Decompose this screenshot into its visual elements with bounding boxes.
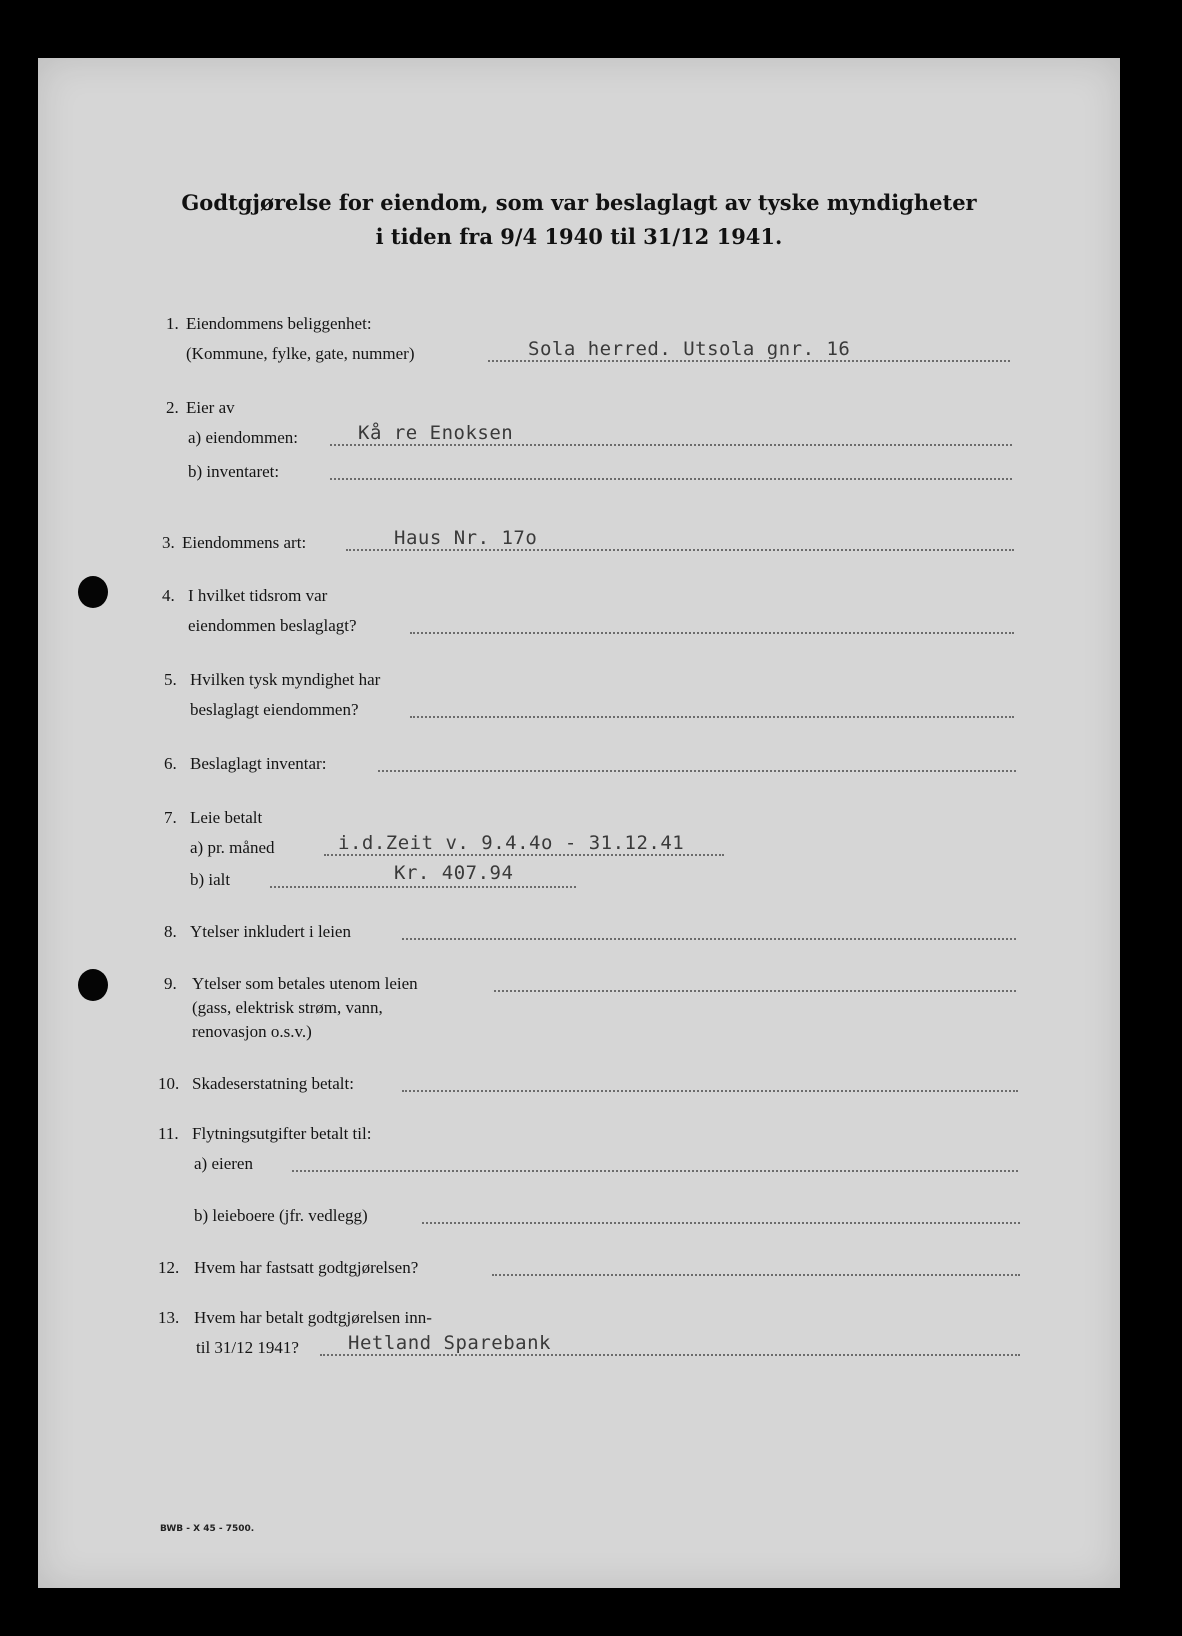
q13-sublabel: til 31/12 1941?	[196, 1338, 299, 1357]
q13-label: Hvem har betalt godtgjørelsen inn-	[194, 1308, 432, 1327]
q1-answer-line	[488, 360, 1010, 362]
q2b-answer-line	[330, 478, 1012, 480]
q6-answer-line	[378, 770, 1016, 772]
form-title-line1: Godtgjørelse for eiendom, som var beslaglagt av tyske myndigheter	[181, 190, 977, 215]
q4-number: 4.	[162, 586, 175, 605]
q4-answer-line	[410, 632, 1014, 634]
q8-label: Ytelser inkludert i leien	[190, 922, 351, 941]
form-title-line2: i tiden fra 9/4 1940 til 31/12 1941.	[375, 224, 783, 249]
q5-label: Hvilken tysk myndighet har	[190, 670, 381, 689]
q11b-answer-line	[422, 1222, 1020, 1224]
q11a-label: a) eieren	[194, 1154, 253, 1173]
q1-label: Eiendommens beliggenhet:	[186, 314, 372, 333]
q1-sublabel: (Kommune, fylke, gate, nummer)	[186, 344, 415, 363]
q3-answer-line	[346, 549, 1014, 551]
q9-number: 9.	[164, 974, 177, 993]
q2a-label: a) eiendommen:	[188, 428, 298, 447]
punch-hole-lower	[78, 969, 108, 1001]
q12-answer-line	[492, 1274, 1020, 1276]
q7b-label: b) ialt	[190, 870, 231, 889]
q8-number: 8.	[164, 922, 177, 941]
q1-answer: Sola herred. Utsola gnr. 16	[528, 338, 851, 360]
q6-label: Beslaglagt inventar:	[190, 754, 327, 773]
q11-number: 11.	[158, 1124, 179, 1143]
q11b-label: b) leieboere (jfr. vedlegg)	[194, 1206, 368, 1225]
q2b-label: b) inventaret:	[188, 462, 280, 481]
q6-number: 6.	[164, 754, 177, 773]
form-page	[38, 58, 1120, 1588]
q7-number: 7.	[164, 808, 177, 827]
q7a-label: a) pr. måned	[190, 838, 275, 857]
q4-label: I hvilket tidsrom var	[188, 586, 328, 605]
q2a-answer: Kå re Enoksen	[358, 422, 514, 444]
q7b-answer: Kr. 407.94	[394, 862, 514, 884]
q3-answer: Haus Nr. 17o	[394, 527, 538, 549]
q7a-answer: i.d.Zeit v. 9.4.4o - 31.12.41	[338, 832, 685, 854]
q7a-answer-line	[324, 854, 724, 856]
q4-sublabel: eiendommen beslaglagt?	[188, 616, 357, 635]
q7b-answer-line	[270, 886, 576, 888]
q2a-answer-line	[330, 444, 1012, 446]
q13-number: 13.	[158, 1308, 180, 1327]
q9-answer-line	[494, 990, 1016, 992]
q3-label: Eiendommens art:	[182, 533, 307, 552]
q2-number: 2.	[166, 398, 179, 417]
form-printer-code: BWB - X 45 - 7500.	[160, 1524, 255, 1534]
q8-answer-line	[402, 938, 1016, 940]
q1-number: 1.	[166, 314, 179, 333]
q10-number: 10.	[158, 1074, 180, 1093]
q3-number: 3.	[162, 533, 175, 552]
q12-label: Hvem har fastsatt godtgjørelsen?	[194, 1258, 419, 1277]
q9-sublabel-1: (gass, elektrisk strøm, vann,	[192, 998, 383, 1017]
q11a-answer-line	[292, 1170, 1018, 1172]
q5-sublabel: beslaglagt eiendommen?	[190, 700, 359, 719]
q7-label: Leie betalt	[190, 808, 263, 827]
q5-answer-line	[410, 716, 1014, 718]
q2-label: Eier av	[186, 398, 235, 417]
q12-number: 12.	[158, 1258, 180, 1277]
q9-label: Ytelser som betales utenom leien	[192, 974, 418, 993]
q13-answer-line	[320, 1354, 1020, 1356]
q11-label: Flytningsutgifter betalt til:	[192, 1124, 372, 1143]
q10-label: Skadeserstatning betalt:	[192, 1074, 354, 1093]
q9-sublabel-2: renovasjon o.s.v.)	[192, 1022, 312, 1041]
q5-number: 5.	[164, 670, 177, 689]
q10-answer-line	[402, 1090, 1018, 1092]
punch-hole-upper	[78, 576, 108, 608]
q13-answer: Hetland Sparebank	[348, 1332, 551, 1354]
